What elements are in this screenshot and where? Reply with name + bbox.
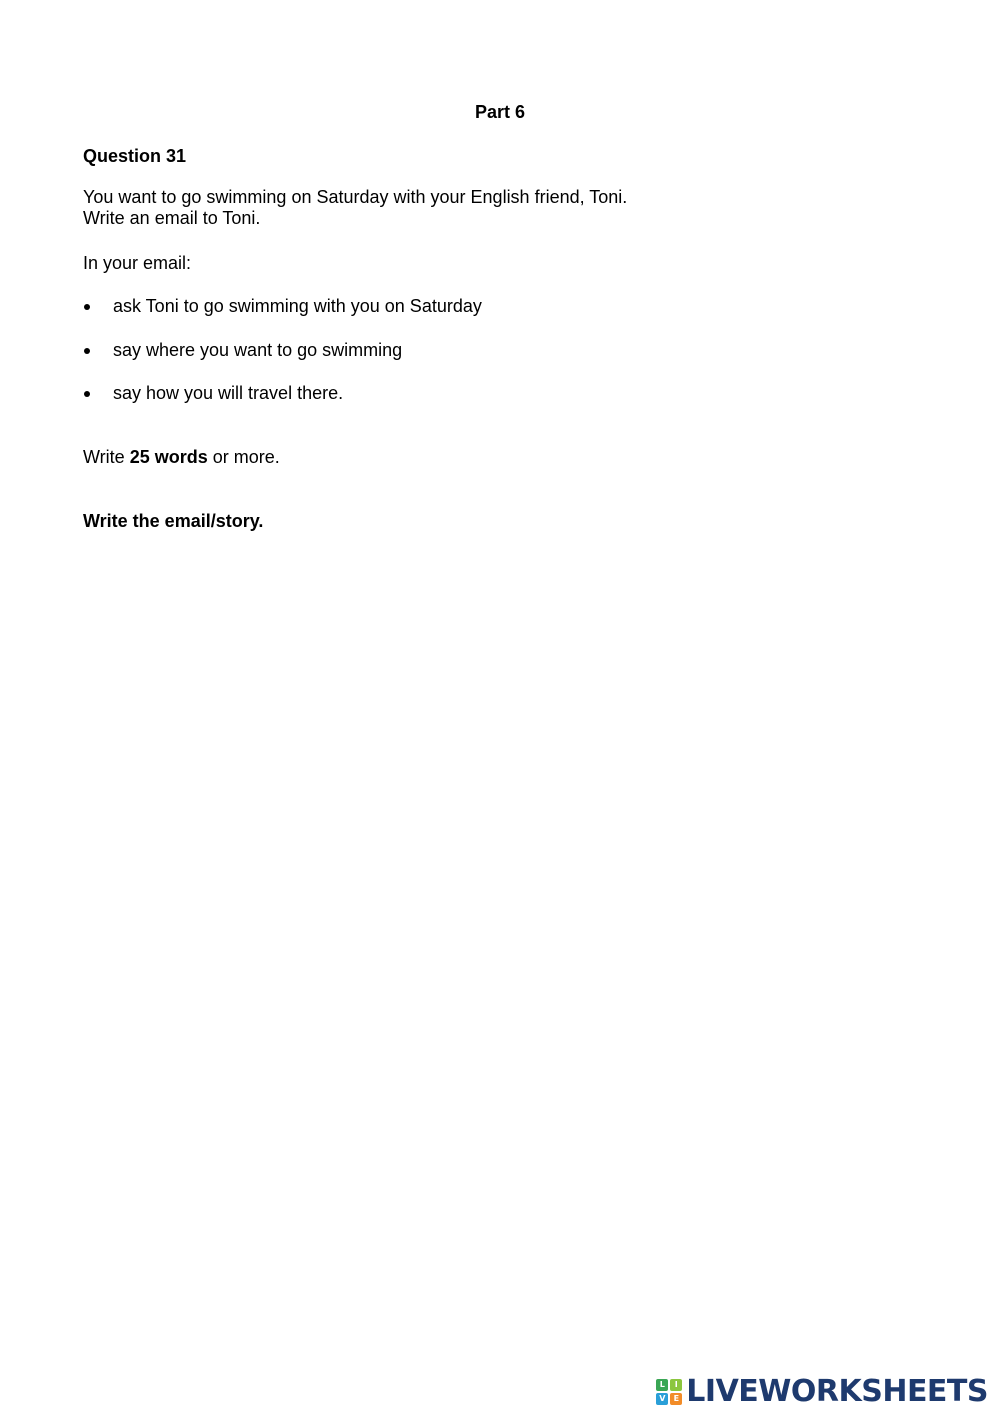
bullet-text: say how you will travel there.: [113, 383, 344, 403]
writing-instruction: Write the email/story.: [83, 511, 264, 531]
word-count-suffix: or more.: [212, 447, 280, 467]
prompt-line-1: You want to go swimming on Saturday with your English friend, Toni.: [83, 187, 628, 207]
liveworksheets-logo-icon: [656, 1379, 682, 1405]
logo-tile-e: E: [670, 1393, 682, 1405]
bullet-text: ask Toni to go swimming with you on Saturday: [113, 296, 482, 316]
liveworksheets-logo: [656, 1374, 988, 1410]
word-count-prefix: Write: [83, 447, 125, 467]
bullet-icon: [84, 304, 90, 310]
bullet-icon: [84, 391, 90, 397]
prompt-line-2: Write an email to Toni.: [83, 208, 261, 228]
logo-tile-l: L: [656, 1379, 668, 1391]
question-title: Question 31: [83, 146, 187, 166]
part-title: Part 6: [474, 102, 526, 122]
bullet-icon: [84, 348, 90, 354]
bullet-text: say where you want to go swimming: [113, 339, 403, 360]
logo-tile-v: V: [656, 1393, 668, 1405]
liveworksheets-logo-text: LIVEWORKSHEETS: [686, 1374, 988, 1409]
word-count-number: 25 words: [129, 447, 208, 467]
question-prompt: [83, 187, 627, 229]
word-count-requirement: [83, 446, 280, 468]
lead-in: In your email:: [83, 253, 192, 273]
logo-tile-i: I: [670, 1379, 682, 1391]
